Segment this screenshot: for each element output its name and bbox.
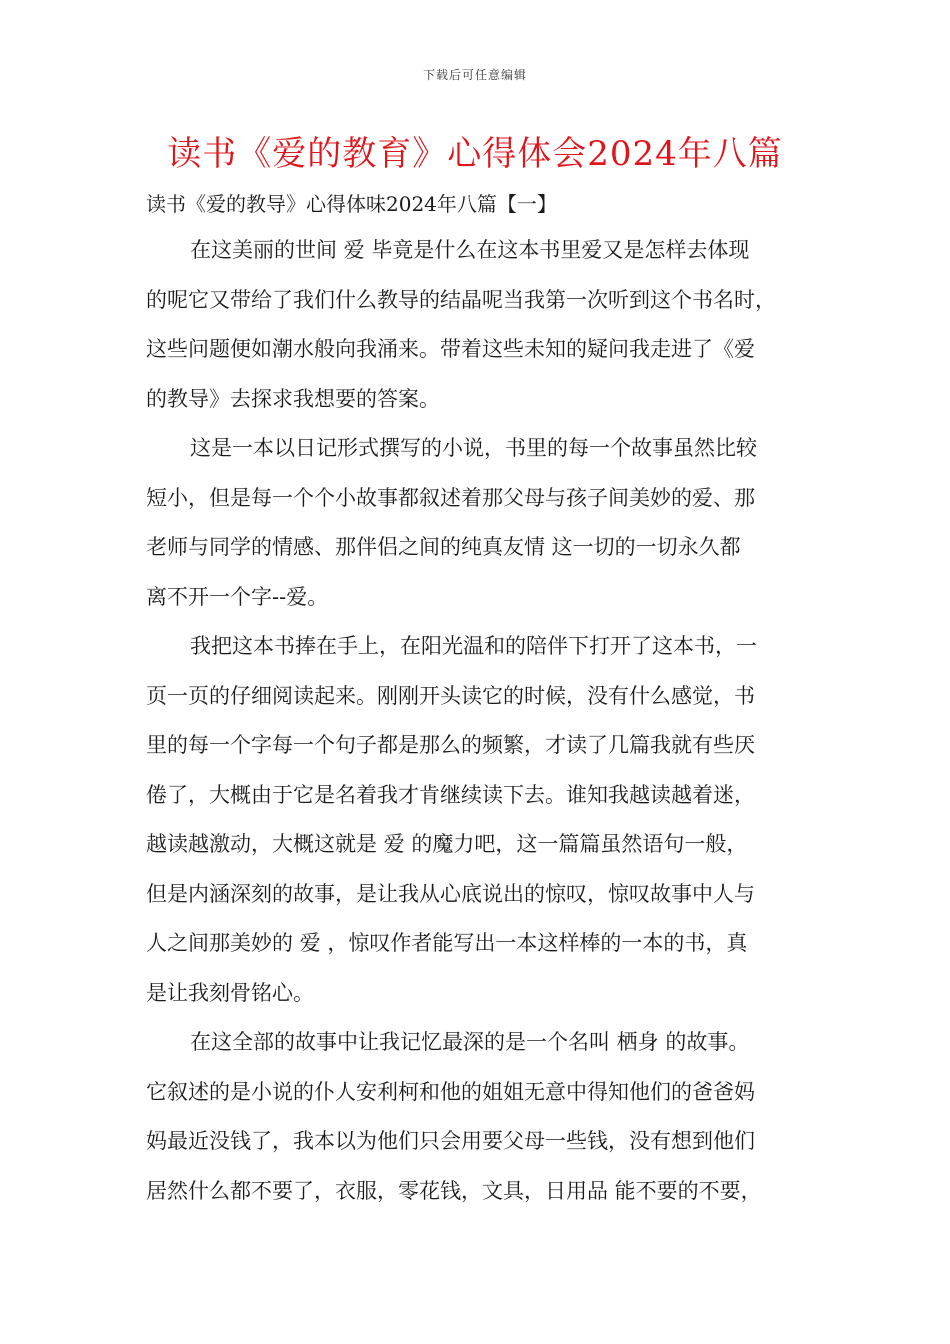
text-line: 老师与同学的情感、那伴侣之间的纯真友情 这一切的一切永久都 (146, 535, 741, 559)
text-line: 离不开一个字--爱。 (146, 584, 329, 609)
body-text (146, 232, 810, 1222)
text-line: 是让我刻骨铭心。 (146, 980, 314, 1005)
text-line: 里的每一个字每一个句子都是那么的频繁，才读了几篇我就有些厌 (146, 733, 755, 757)
text-line: 在这全部的故事中让我记忆最深的是一个名叫 栖身 的故事。 (190, 1030, 750, 1054)
text-line: 它叙述的是小说的仆人安利柯和他的姐姐无意中得知他们的爸爸妈 (146, 1079, 755, 1104)
text-line: 的呢它又带给了我们什么教导的结晶呢当我第一次听到这个书名时， (146, 287, 776, 312)
section-heading: 读书《爱的教导》心得体味2024年八篇【一】 (146, 192, 557, 216)
text-line: 倦了，大概由于它是名着我才肯继续读下去。谁知我越读越着迷， (146, 782, 755, 807)
text-line: 短小，但是每一个个小故事都叙述着那父母与孩子间美妙的爱、那 (146, 485, 755, 510)
text-line: 这是一本以日记形式撰写的小说，书里的每一个故事虽然比较 (190, 436, 757, 460)
text-line: 越读越激动，大概这就是 爱 的魔力吧，这一篇篇虽然语句一般， (146, 832, 748, 856)
text-line: 我把这本书捧在手上，在阳光温和的陪伴下打开了这本书，一 (190, 634, 757, 658)
text-line: 居然什么都不要了，衣服，零花钱，文具，日用品 能不要的不要， (146, 1178, 762, 1203)
text-line: 但是内涵深刻的故事，是让我从心底说出的惊叹，惊叹故事中人与 (146, 881, 755, 906)
text-line: 妈最近没钱了，我本以为他们只会用要父母一些钱，没有想到他们 (146, 1129, 755, 1153)
document-title: 读书《爱的教育》心得体会2024年八篇 (167, 134, 783, 174)
text-line: 在这美丽的世间 爱 毕竟是什么在这本书里爱又是怎样去体现 (190, 238, 750, 262)
text-line: 的教导》去探求我想要的答案。 (146, 386, 440, 411)
text-line: 这些问题便如潮水般向我涌来。带着这些未知的疑问我走进了《爱 (146, 337, 755, 361)
header-note: 下载后可任意编辑 (422, 68, 527, 82)
text-line: 人之间那美妙的 爱 ，惊叹作者能写出一本这样棒的一本的书，真 (146, 931, 748, 955)
text-line: 页一页的仔细阅读起来。刚刚开头读它的时候，没有什么感觉，书 (146, 683, 755, 708)
